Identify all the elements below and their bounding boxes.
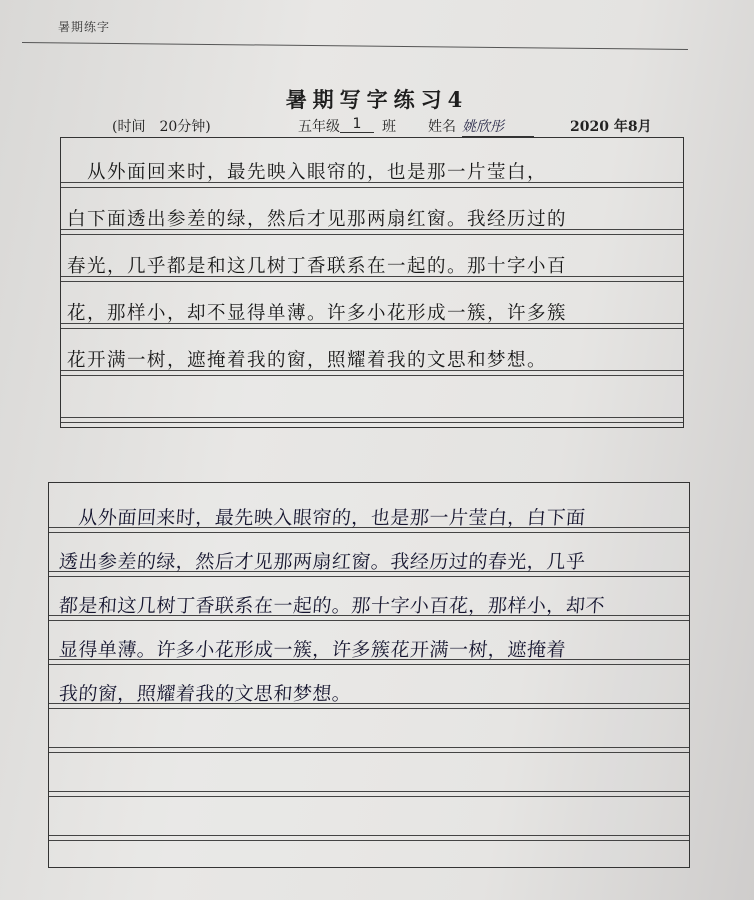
ruled-line: [61, 422, 683, 423]
printed-passage-box: [60, 137, 684, 428]
ruled-line: [49, 796, 689, 797]
worksheet-title: 暑期写字练习4: [285, 87, 469, 112]
info-row: [112, 116, 682, 138]
class-label: 班: [382, 119, 396, 135]
printed-line: 花，那样小，却不显得单薄。许多小花形成一簇，许多簇: [67, 303, 568, 324]
ruled-line: [49, 664, 689, 665]
ruled-line: [49, 747, 689, 748]
ruled-line: [49, 840, 689, 841]
ruled-line: [61, 375, 683, 376]
ruled-lines: [49, 483, 689, 867]
ruled-line: [49, 791, 689, 792]
time-limit: (时间 20分钟): [112, 119, 211, 135]
handwritten-line: 从外面回来时，最先映入眼帘的，也是那一片莹白，白下面: [58, 507, 587, 529]
handwritten-line: 我的窗，照耀着我的文思和梦想。: [58, 683, 353, 705]
ruled-line: [61, 281, 683, 282]
ruled-line: [61, 328, 683, 329]
ruled-line: [49, 532, 689, 533]
ruled-line: [49, 576, 689, 577]
handwritten-line: 显得单薄。许多小花形成一簇，许多簇花开满一树，遮掩着: [58, 639, 567, 661]
handwriting-practice-box[interactable]: [48, 482, 690, 868]
ruled-line: [49, 752, 689, 753]
ruled-line: [49, 620, 689, 621]
ruled-line: [61, 187, 683, 188]
header-rule: [22, 42, 688, 50]
header-label: 暑期练字: [58, 20, 111, 34]
grade-label: 五年级: [298, 119, 340, 135]
ruled-line: [61, 417, 683, 418]
name-field[interactable]: 姚欣彤: [462, 116, 534, 137]
name-label: 姓名: [428, 119, 456, 135]
ruled-line: [61, 234, 683, 235]
handwritten-line: 都是和这几树丁香联系在一起的。那十字小百花，那样小，却不: [58, 595, 606, 617]
date-label: 2020 年8月: [570, 119, 652, 135]
printed-line: 花开满一树，遮掩着我的窗，照耀着我的文思和梦想。: [67, 350, 548, 371]
ruled-line: [49, 708, 689, 709]
class-field[interactable]: 1: [340, 116, 374, 133]
ruled-line: [49, 835, 689, 836]
printed-line: 从外面回来时，最先映入眼帘的，也是那一片莹白，: [67, 162, 548, 183]
printed-line: 白下面透出参差的绿，然后才见那两扇红窗。我经历过的: [67, 209, 568, 230]
printed-line: 春光，几乎都是和这几树丁香联系在一起的。那十字小百: [67, 256, 568, 277]
handwritten-line: 透出参差的绿，然后才见那两扇红窗。我经历过的春光，几乎: [58, 551, 587, 573]
